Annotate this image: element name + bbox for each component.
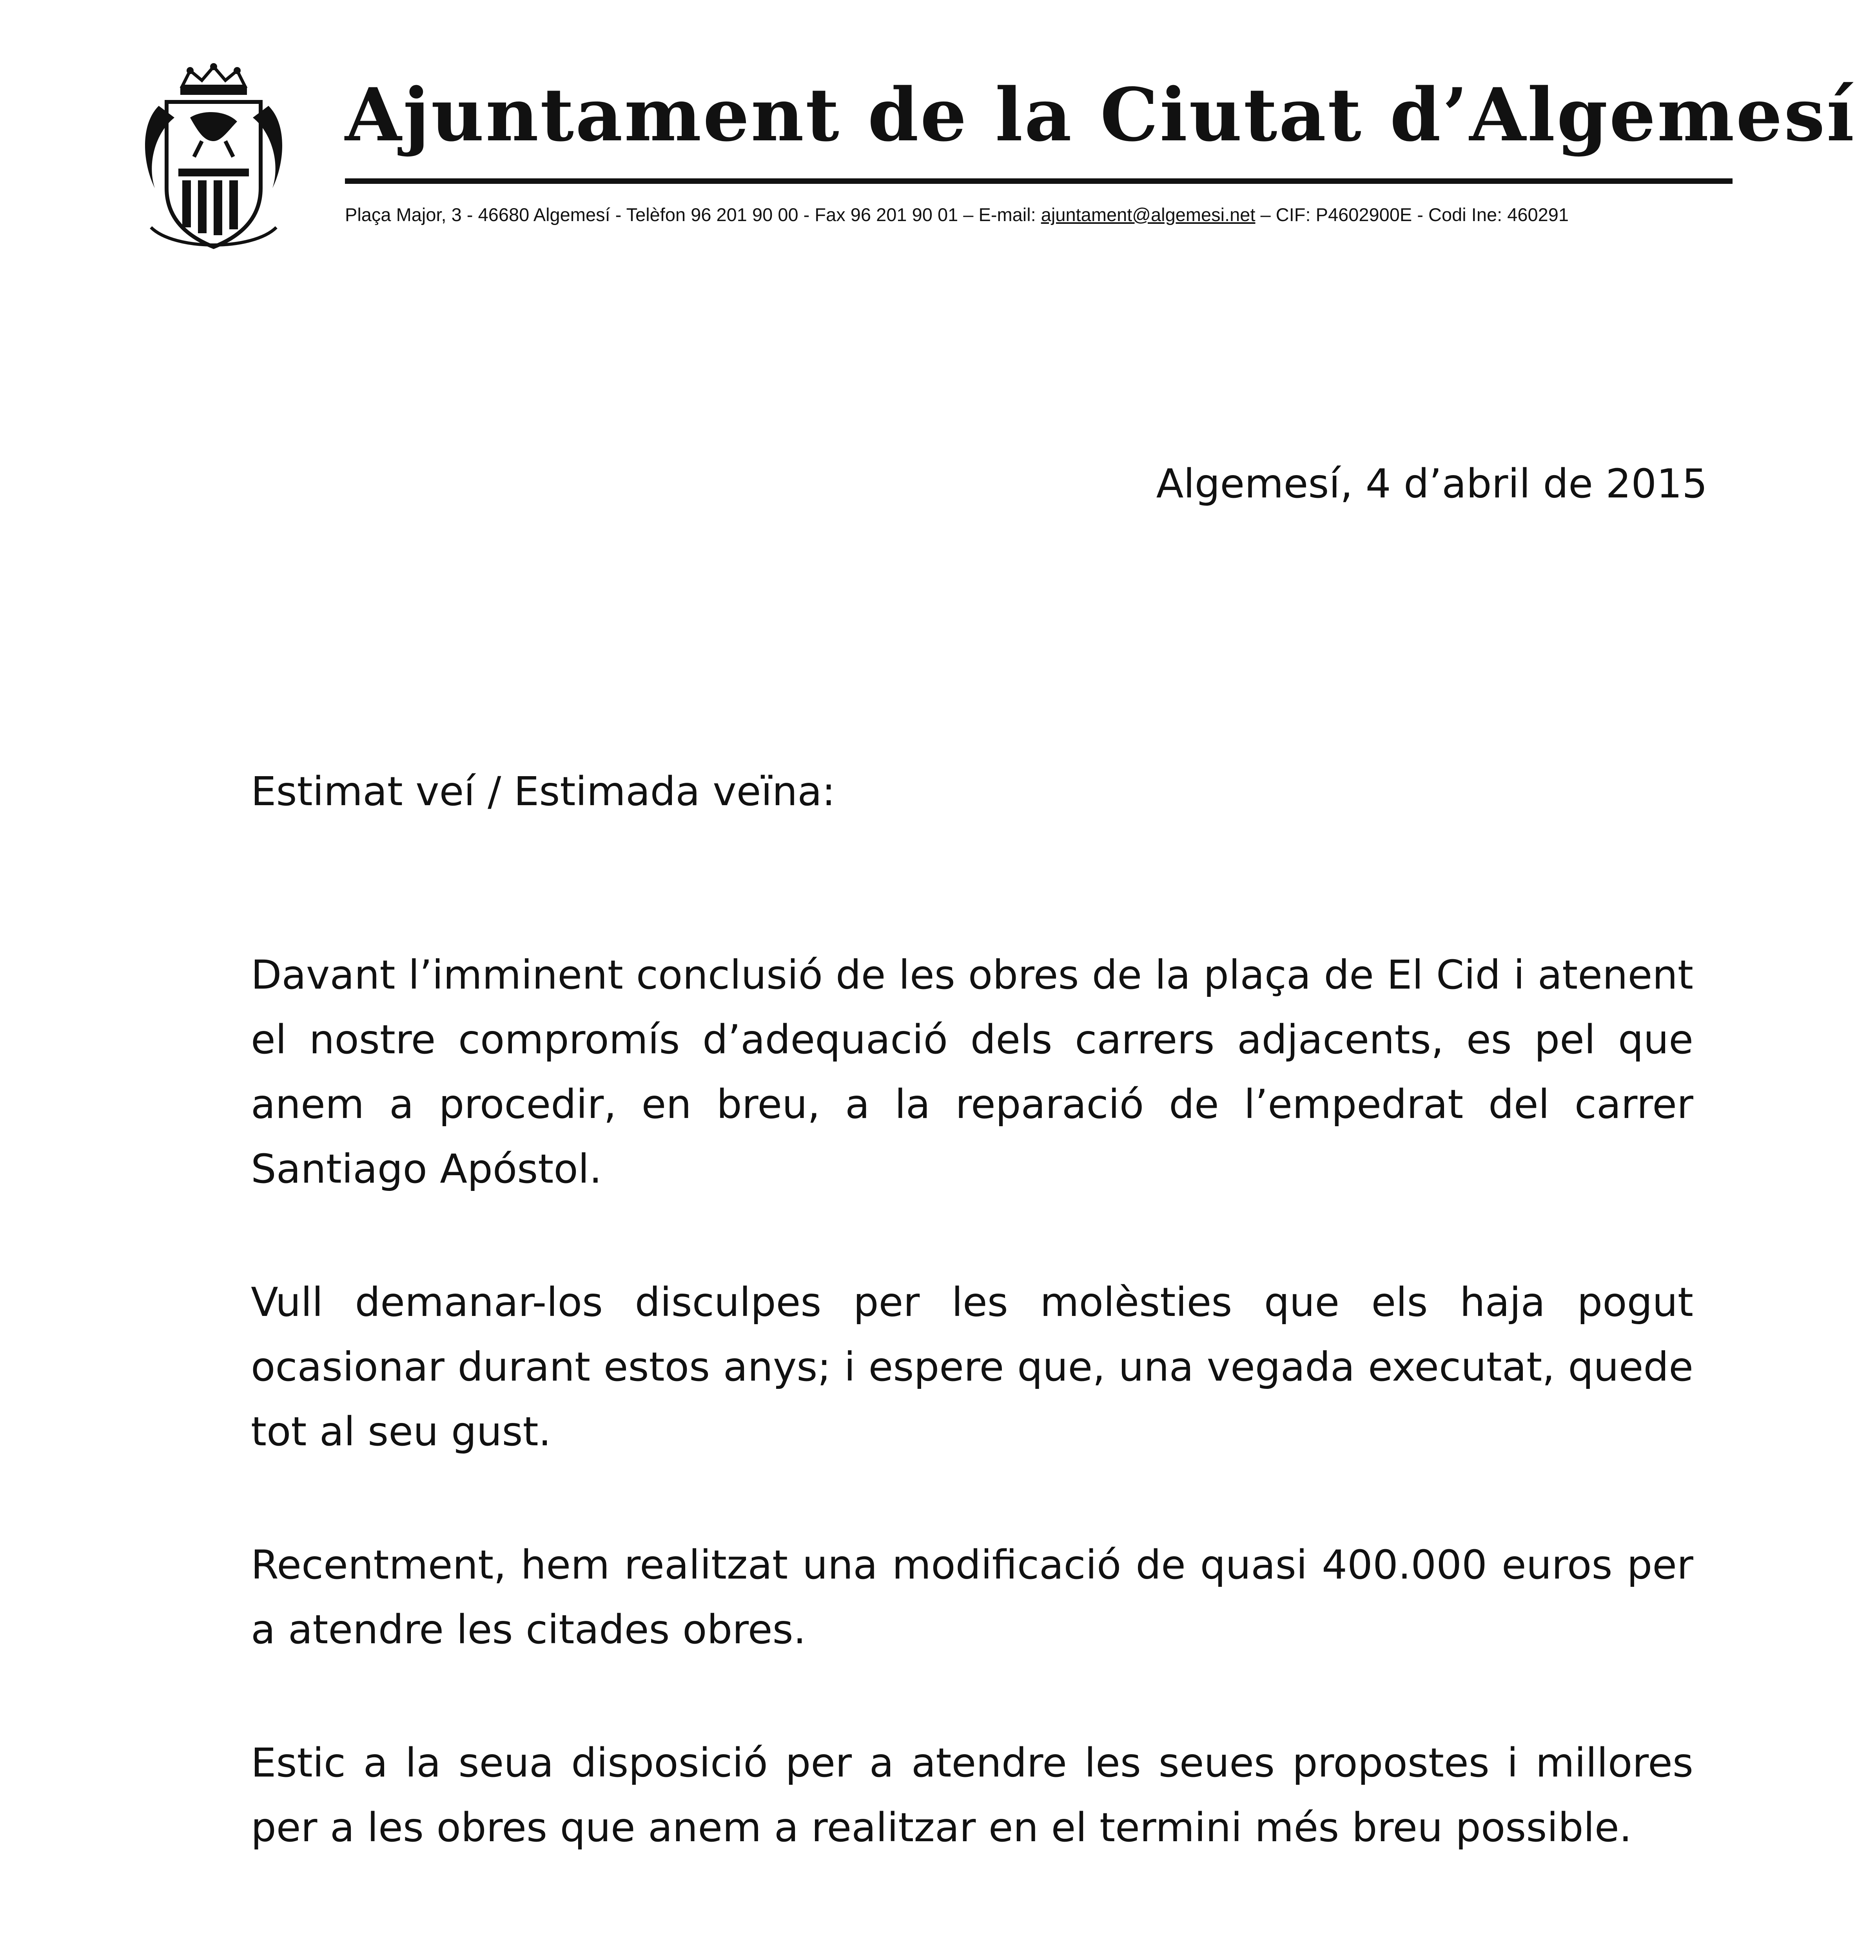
letter-paragraph: Vull demanar-los disculpes per les molèsties que els haja pogut ocasionar durant estos anys; i espere que, una vegada executat, quede tot al seu gust. [251, 1279, 1693, 1455]
contact-ids: – CIF: P4602900E - Codi Ine: 460291 [1255, 204, 1569, 225]
contact-email: ajuntament@algemesi.net [1041, 204, 1256, 225]
coat-of-arms-icon [135, 63, 292, 259]
contact-address: Plaça Major, 3 - 46680 Algemesí - Telèfon 96 201 90 00 - Fax 96 201 90 01 – E-mail: [345, 204, 1041, 225]
organization-title: Ajuntament de la Ciutat d’Algemesí [345, 72, 1856, 158]
letter-paragraph: Davant l’imminent conclusió de les obres de la plaça de El Cid i atenent el nostre compromís d’adequació dels carrers adjacents, es pel que anem a procedir, en breu, a la reparació de l’empedrat del carrer Santiago Apóstol. [251, 952, 1693, 1192]
letter-paragraph: Estic a la seua disposició per a atendre les seues propostes i millores per a les obres que anem a realitzar en el termini més breu possible. [251, 1740, 1693, 1851]
letter-salutation: Estimat veí / Estimada veïna: [251, 768, 836, 815]
header-divider [345, 178, 1733, 184]
letter-date: Algemesí, 4 d’abril de 2015 [1156, 461, 1707, 507]
header-contact-line [345, 204, 1748, 225]
letter-paragraph: Recentment, hem realitzat una modificació de quasi 400.000 euros per a atendre les citades obres. [251, 1542, 1693, 1653]
